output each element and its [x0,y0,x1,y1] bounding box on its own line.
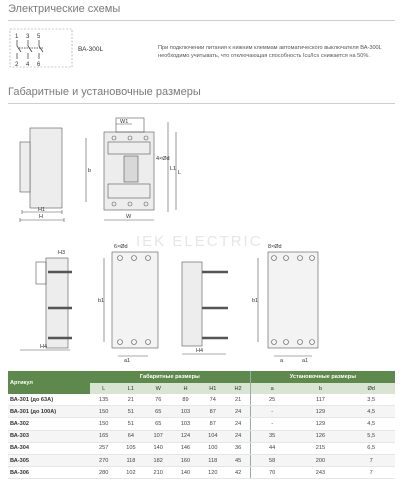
cell: - [250,406,293,418]
cell-article: ВА-302 [8,418,90,430]
cell: 74 [199,394,226,406]
cell: 7 [347,454,395,466]
cell: 107 [145,430,172,442]
cell: 126 [294,430,348,442]
cell-article: ВА-306 [8,467,90,479]
label-a: a [280,358,284,362]
mounting-pattern-8 [258,252,318,356]
cell: 44 [250,442,293,454]
cell: 270 [90,454,117,466]
cell: 200 [294,454,348,466]
header-H1: H1 [199,383,226,394]
cell: 65 [145,418,172,430]
header-article: Артикул [8,371,90,394]
cell: 24 [226,418,250,430]
cell-article: ВА-301 (до 63А) [8,394,90,406]
dimensions-table [8,371,395,479]
cell: 35 [250,430,293,442]
cell: 257 [90,442,117,454]
cell: 120 [199,467,226,479]
label-phi-d: 4×Ød [156,156,170,162]
label-H4-right: H4 [196,348,204,354]
cell: 76 [145,394,172,406]
label-a1-left: a1 [124,358,131,362]
circuit-scheme [6,27,166,69]
terminal-6: 6 [37,62,41,68]
header-b: b [294,383,348,394]
terminal-5: 5 [37,34,41,40]
cell: 165 [90,430,117,442]
cell: 21 [117,394,144,406]
cell: 64 [117,430,144,442]
cell-article: ВА-303 [8,430,90,442]
label-H3: H3 [58,250,66,256]
header-W: W [145,383,172,394]
header-a: a [250,383,293,394]
table-row [8,394,395,406]
label-L1: L1 [170,166,177,172]
cell: 24 [226,430,250,442]
cell: 210 [145,467,172,479]
cell: 4,5 [347,406,395,418]
table-row [8,406,395,418]
label-H1: H1 [38,207,46,213]
cell: 103 [172,418,199,430]
terminal-2: 2 [15,62,19,68]
cell: 118 [117,454,144,466]
header-H: H [172,383,199,394]
cell: 25 [250,394,293,406]
cell: 129 [294,406,348,418]
label-b1-right: b1 [252,298,259,304]
header-L1: L1 [117,383,144,394]
cell: 140 [145,442,172,454]
cell: 70 [250,467,293,479]
cell: 103 [172,406,199,418]
cell: 6,5 [347,442,395,454]
cell: 42 [226,467,250,479]
cell: 4,5 [347,418,395,430]
table-row [8,467,395,479]
cell: 140 [172,467,199,479]
cell: 105 [117,442,144,454]
cell: 36 [226,442,250,454]
cell: 65 [145,406,172,418]
terminal-1: 1 [15,34,19,40]
cell: 89 [172,394,199,406]
label-H4: H4 [40,344,48,350]
cell: 150 [90,418,117,430]
cell: - [250,418,293,430]
dims-title: Габаритные и установочные размеры [8,86,201,98]
cell-article: ВА-305 [8,454,90,466]
cell: 135 [90,394,117,406]
label-L: L [178,170,182,176]
mounting-pattern-6 [104,252,158,356]
watermark: IEK ELECTRIC [136,233,263,250]
cell: 24 [226,406,250,418]
schemes-divider [8,20,395,21]
scheme-model-label: ВА-300L [78,46,104,53]
label-eight-d: 8×Ød [268,244,282,250]
cell: 100 [199,442,226,454]
label-six-d: 6×Ød [114,244,128,250]
cell: 51 [117,406,144,418]
cell: 102 [117,467,144,479]
cell: 3,5 [347,394,395,406]
cell: 87 [199,418,226,430]
cell: 7 [347,467,395,479]
header-H2: H2 [226,383,250,394]
dimension-drawing [6,112,397,362]
table-row [8,454,395,466]
cell: 129 [294,418,348,430]
cell: 182 [145,454,172,466]
label-W: W [126,214,132,220]
label-H: H [39,214,43,220]
label-b1-left: b1 [98,298,105,304]
cell: 124 [172,430,199,442]
cell: 160 [172,454,199,466]
table-row [8,418,395,430]
side-view-terminals [20,258,72,350]
cell: 280 [90,467,117,479]
terminal-4: 4 [26,62,30,68]
cell: 104 [199,430,226,442]
cell: 150 [90,406,117,418]
label-b: b [88,168,92,174]
header-install-group: Установочные размеры [250,371,395,383]
header-d: Ød [347,383,395,394]
cell: 21 [226,394,250,406]
front-view [86,118,176,220]
dims-divider [8,103,395,104]
lower-terminal-note: При подключении питания к нижним клеммам автоматического выключателя ВА-300L необходимо учитывать, что отключающая способность Icu/Ics снижается на 50%. [158,45,382,59]
table-row [8,430,395,442]
cell: 146 [172,442,199,454]
cell: 45 [226,454,250,466]
cell: 58 [250,454,293,466]
cell: 118 [199,454,226,466]
cell: 117 [294,394,348,406]
cell: 87 [199,406,226,418]
cell: 215 [294,442,348,454]
cell-article: ВА-304 [8,442,90,454]
table-row [8,442,395,454]
cell: 51 [117,418,144,430]
header-L: L [90,383,117,394]
label-W1: W1 [120,119,129,125]
terminal-3: 3 [26,34,30,40]
label-a1-right: a1 [302,358,309,362]
side-view-busbars [182,262,228,354]
cell: 5,5 [347,430,395,442]
schemes-title: Электрические схемы [8,3,121,15]
cell-article: ВА-301 (до 100А) [8,406,90,418]
header-dims-group: Габаритные размеры [90,371,250,383]
cell: 243 [294,467,348,479]
